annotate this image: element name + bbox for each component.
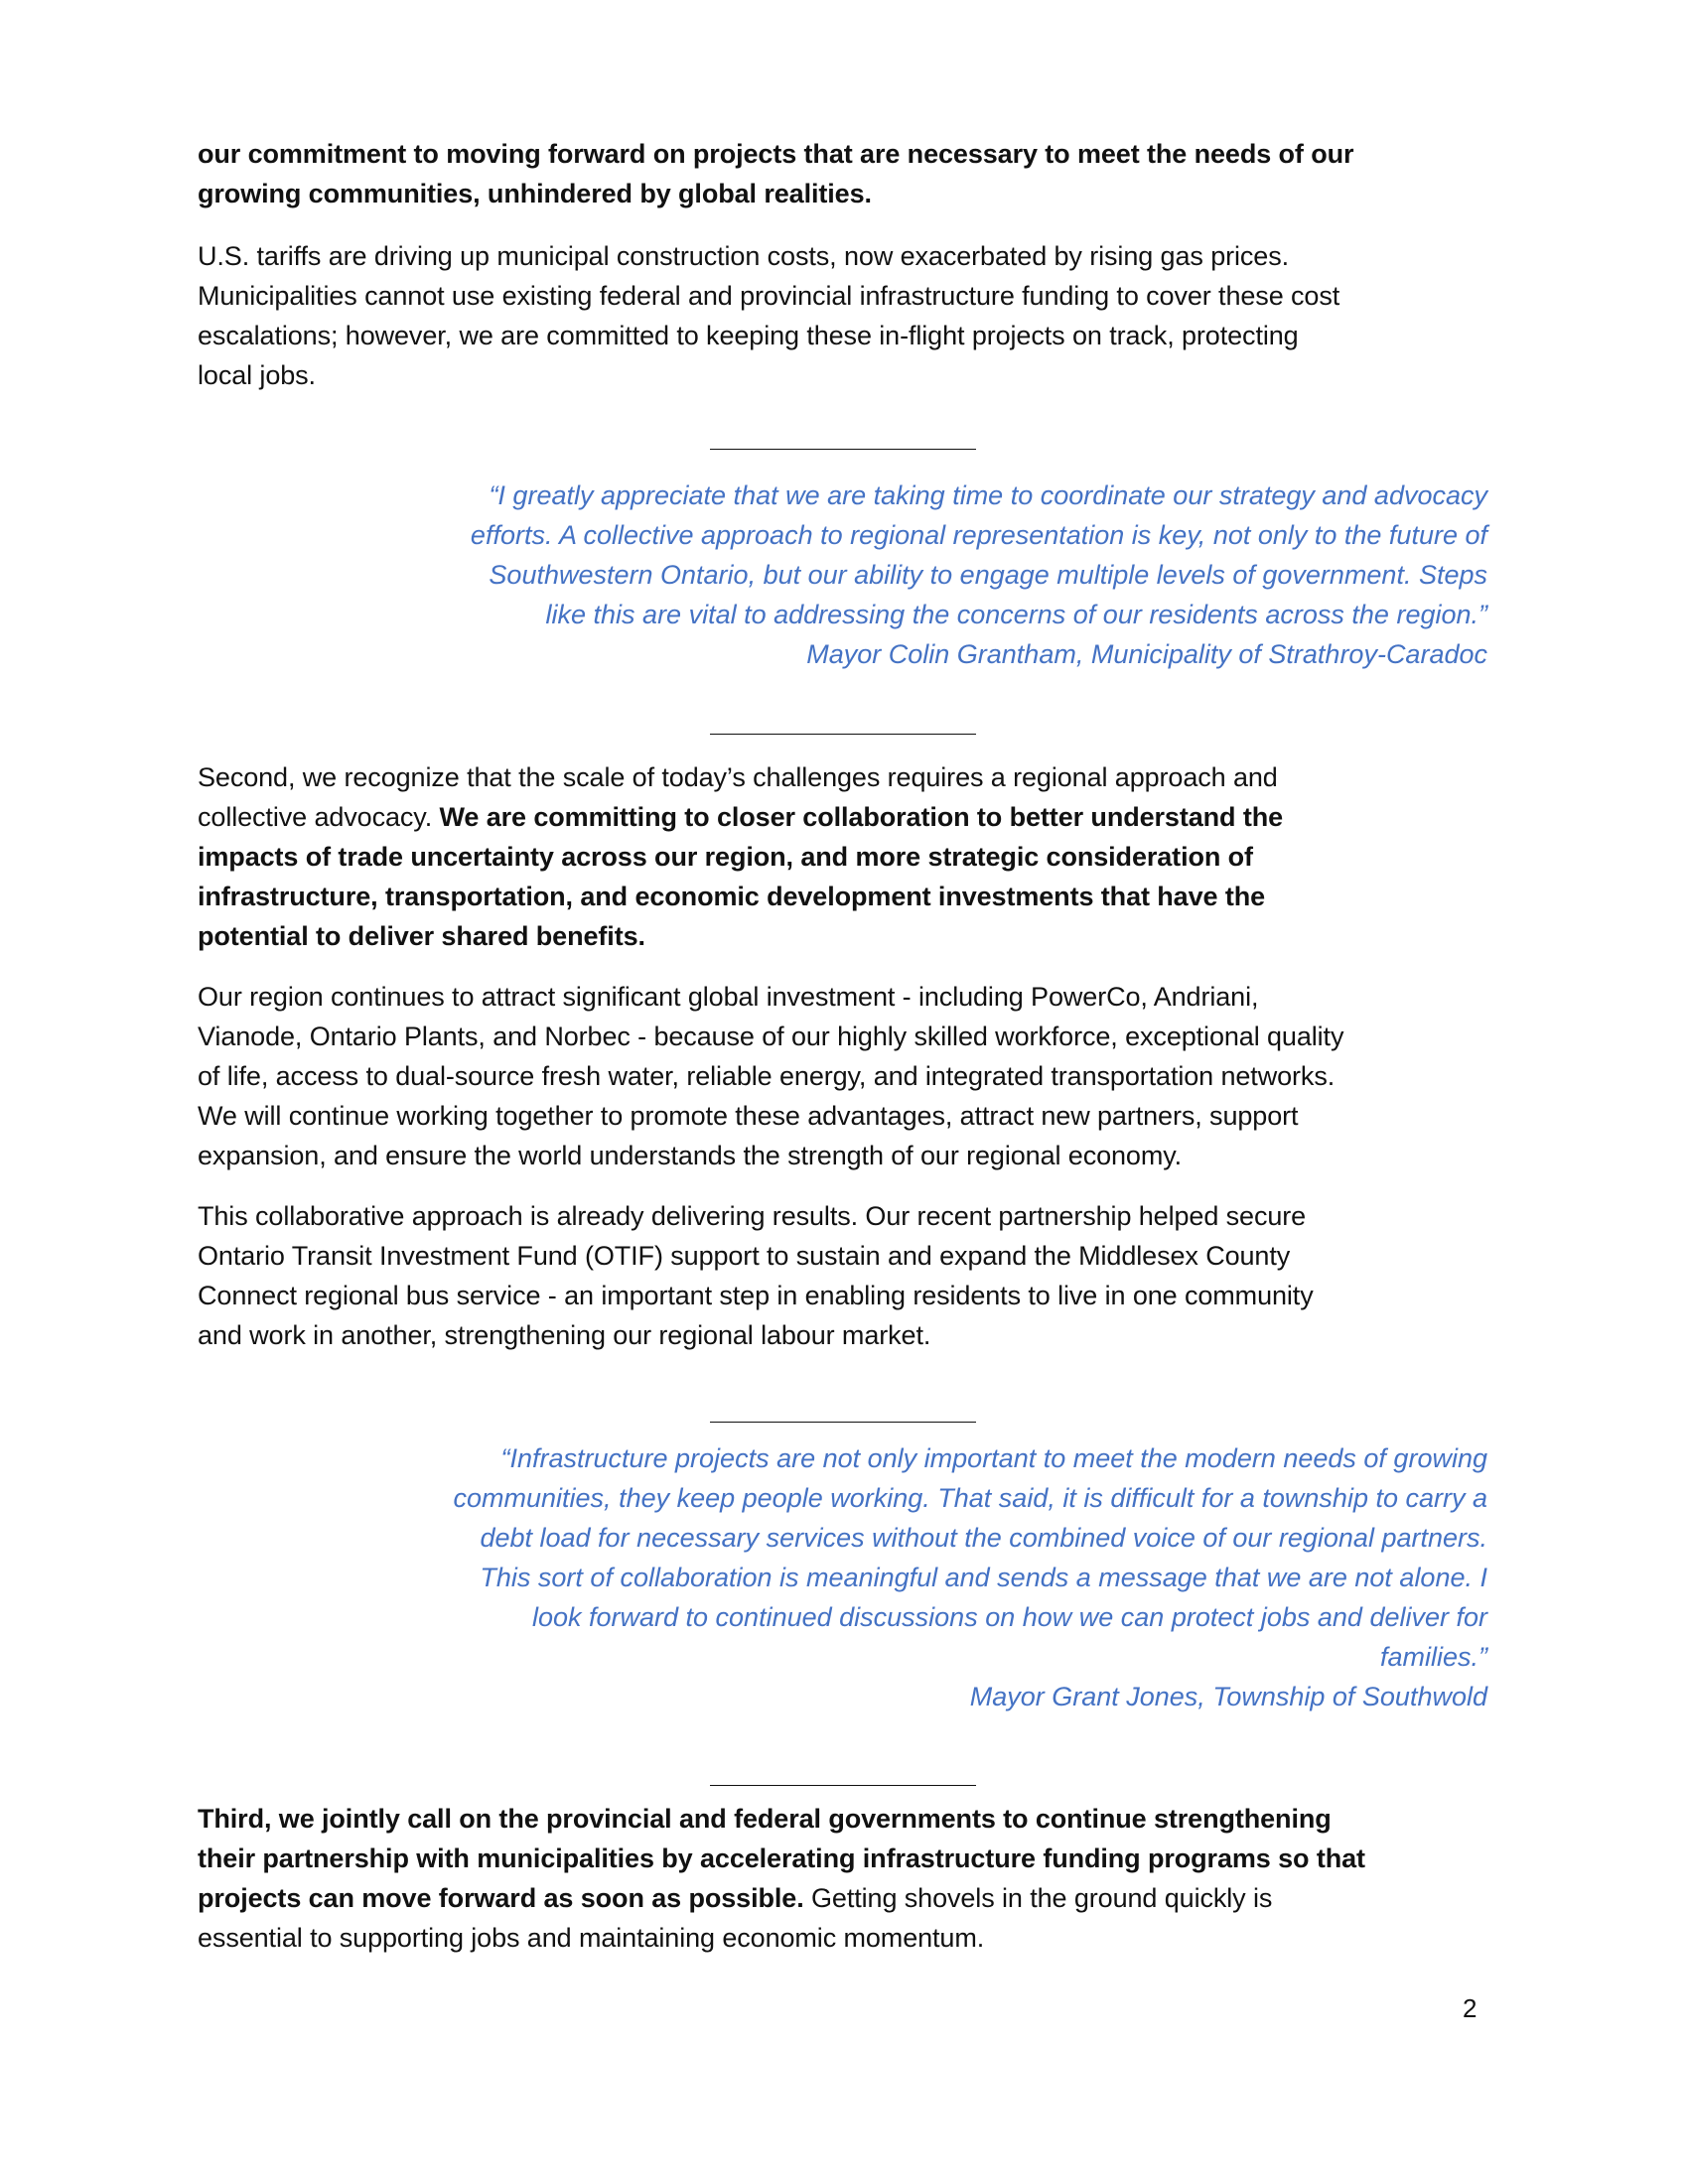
text-line: Second, we recognize that the scale of today’s challenges requires a regional approach and [198, 762, 1278, 792]
quote-line: efforts. A collective approach to regional representation is key, not only to the future of [470, 520, 1487, 550]
paragraph-tariffs [198, 236, 1488, 395]
quote-line: “I greatly appreciate that we are taking time to coordinate our strategy and advocacy [489, 480, 1487, 510]
section-divider [710, 1785, 976, 1786]
section-divider [710, 449, 976, 450]
text-bold: projects can move forward as soon as possible. [198, 1883, 804, 1913]
text-line: Vianode, Ontario Plants, and Norbec - because of our highly skilled workforce, exceptional quality [198, 1022, 1344, 1051]
text-line: Our region continues to attract significant global investment - including PowerCo, Andriani, [198, 982, 1259, 1012]
text-line: U.S. tariffs are driving up municipal construction costs, now exacerbated by rising gas prices. [198, 241, 1290, 271]
paragraph-collaborative [198, 1196, 1488, 1355]
section-divider [710, 734, 976, 735]
text-regular: collective advocacy. [198, 802, 440, 832]
text-line: Ontario Transit Investment Fund (OTIF) support to sustain and expand the Middlesex County [198, 1241, 1291, 1271]
quote-line: Southwestern Ontario, but our ability to engage multiple levels of government. Steps [489, 560, 1487, 590]
quote-line: families.” [1379, 1642, 1487, 1672]
quote-colin-grantham [338, 476, 1487, 674]
quote-line: like this are vital to addressing the concerns of our residents across the region.” [545, 600, 1487, 629]
text-line: impacts of trade uncertainty across our region, and more strategic consideration of [198, 842, 1253, 872]
text-line [198, 1878, 1488, 1918]
text-line: infrastructure, transportation, and economic development investments that have the [198, 882, 1266, 911]
text-line: of life, access to dual-source fresh water, reliable energy, and integrated transportation networks. [198, 1061, 1336, 1091]
paragraph-region [198, 977, 1488, 1175]
text-line: We will continue working together to promote these advantages, attract new partners, support [198, 1101, 1299, 1131]
quote-attribution: Mayor Grant Jones, Township of Southwold [969, 1682, 1487, 1711]
quote-attribution: Mayor Colin Grantham, Municipality of Strathroy-Caradoc [806, 639, 1487, 669]
text-regular: Getting shovels in the ground quickly is [803, 1883, 1273, 1913]
text-line: growing communities, unhindered by global realities. [198, 179, 872, 208]
text-line: our commitment to moving forward on projects that are necessary to meet the needs of our [198, 139, 1354, 169]
text-line: their partnership with municipalities by accelerating infrastructure funding programs so that [198, 1843, 1365, 1873]
section-divider [710, 1422, 976, 1423]
paragraph-second [198, 757, 1488, 956]
text-line: escalations; however, we are committed to keeping these in-flight projects on track, protecting [198, 321, 1299, 350]
quote-line: debt load for necessary services without the combined voice of our regional partners. [480, 1523, 1487, 1553]
text-line: Connect regional bus service - an important step in enabling residents to live in one community [198, 1281, 1314, 1310]
quote-line: This sort of collaboration is meaningful and sends a message that we are not alone. I [480, 1563, 1487, 1592]
quote-line: “Infrastructure projects are not only important to meet the modern needs of growing [500, 1443, 1487, 1473]
page-number: 2 [1463, 1993, 1477, 2023]
text-line: Municipalities cannot use existing federal and provincial infrastructure funding to cover these cost [198, 281, 1340, 311]
quote-line: communities, they keep people working. That said, it is difficult for a township to carry a [453, 1483, 1487, 1513]
text-line: local jobs. [198, 360, 316, 390]
text-line [198, 797, 1488, 837]
text-line: potential to deliver shared benefits. [198, 921, 645, 951]
paragraph-third [198, 1799, 1488, 1958]
text-line: essential to supporting jobs and maintaining economic momentum. [198, 1923, 985, 1953]
quote-grant-jones [338, 1438, 1487, 1716]
paragraph-commitment [198, 134, 1488, 213]
text-line: expansion, and ensure the world understands the strength of our regional economy. [198, 1141, 1183, 1170]
text-bold: We are committing to closer collaboration to better understand the [439, 802, 1284, 832]
text-line: and work in another, strengthening our regional labour market. [198, 1320, 931, 1350]
quote-line: look forward to continued discussions on how we can protect jobs and deliver for [531, 1602, 1487, 1632]
text-line: Third, we jointly call on the provincial and federal governments to continue strengthening [198, 1804, 1332, 1834]
text-line: This collaborative approach is already delivering results. Our recent partnership helped secure [198, 1201, 1307, 1231]
